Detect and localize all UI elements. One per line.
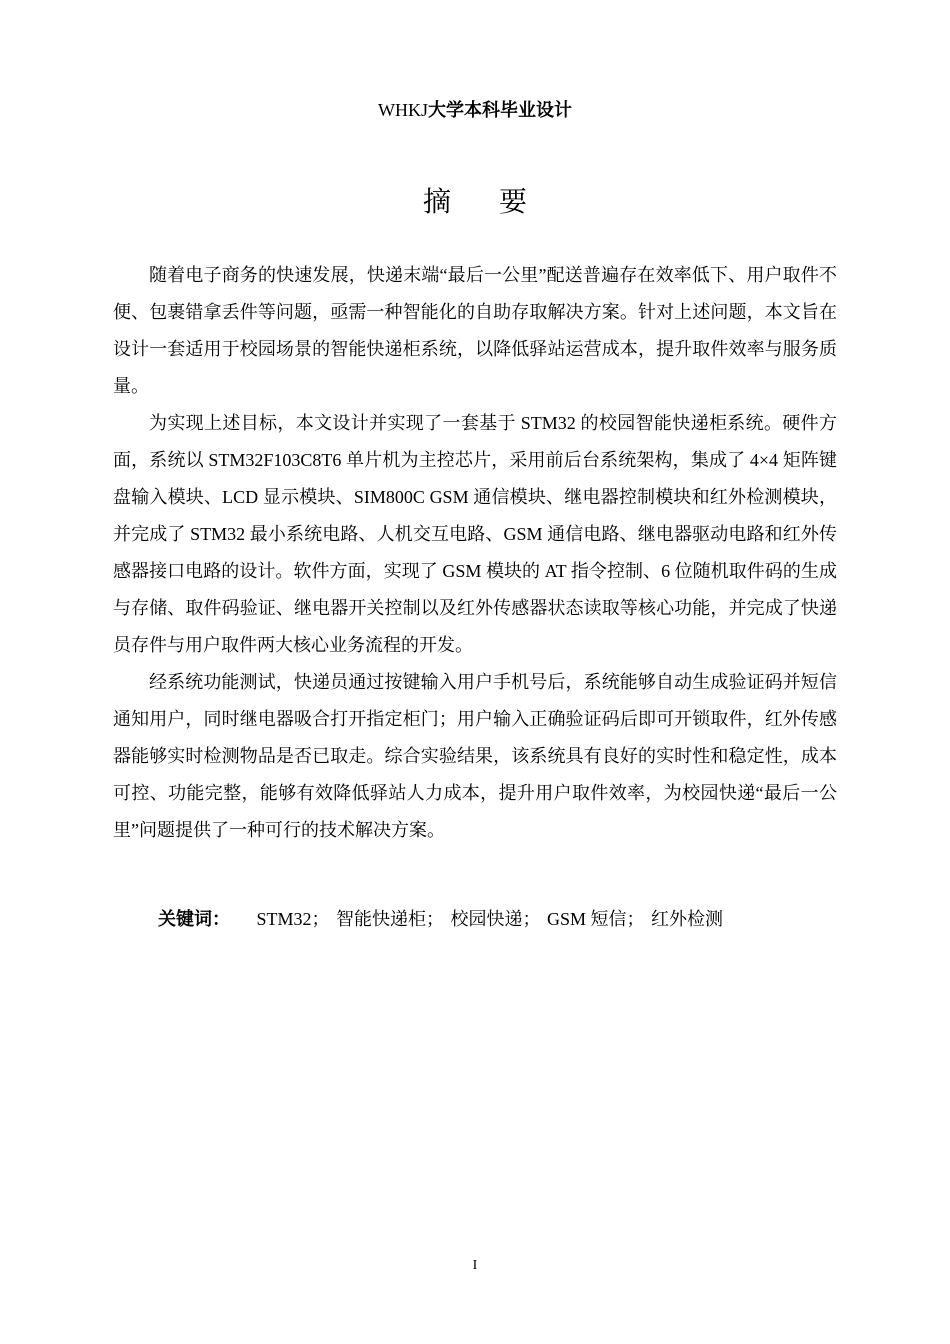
page-number: I bbox=[472, 1258, 478, 1273]
page-header bbox=[0, 96, 950, 125]
keyword-item: GSM 短信； bbox=[547, 909, 645, 929]
abstract-title: 摘要 bbox=[422, 185, 575, 218]
keyword-item: STM32； bbox=[256, 909, 330, 929]
keyword-item: 智能快递柜； bbox=[336, 909, 445, 929]
keywords-line bbox=[158, 901, 858, 938]
header-thesis-type: 大学本科毕业设计 bbox=[428, 100, 572, 121]
header-school-code: WHKJ bbox=[378, 100, 428, 120]
keyword-item: 红外检测 bbox=[651, 909, 724, 929]
abstract-body bbox=[113, 257, 837, 849]
abstract-paragraph: 经系统功能测试，快递员通过按键输入用户手机号后，系统能够自动生成验证码并短信通知用户，同时继电器吸合打开指定柜门；用户输入正确验证码后即可开锁取件，红外传感器能够实时检测物品是否已取走。综合实验结果，该系统具有良好的实时性和稳定性，成本可控、功能完整，能够有效降低驿站人力成本，提升用户取件效率，为校园快递“最后一公里”问题提供了一种可行的技术解决方案。 bbox=[113, 672, 837, 840]
abstract-paragraph: 为实现上述目标，本文设计并实现了一套基于 STM32 的校园智能快递柜系统。硬件方面，系统以 STM32F103C8T6 单片机为主控芯片，采用前后台系统架构，集成了 4×4 矩阵键盘输入模块、LCD 显示模块、SIM800C GSM 通信模块、继电器控制模块和红外检测模块，并完成了 STM32 最小系统电路、人机交互电路、GSM 通信电路、继电器驱动电路和红外传感器接口电路的设计。软件方面，实现了 GSM 模块的 AT 指令控制、6 位随机取件码的生成与存储、取件码验证、继电器开关控制以及红外传感器状态读取等核心功能，并完成了快递员存件与用户取件两大核心业务流程的开发。 bbox=[113, 413, 837, 655]
keyword-item: 校园快递； bbox=[450, 909, 541, 929]
keywords-label: 关键词： bbox=[158, 909, 230, 930]
abstract-paragraph: 随着电子商务的快速发展，快递末端“最后一公里”配送普遍存在效率低下、用户取件不便、包裹错拿丢件等问题，亟需一种智能化的自助存取解决方案。针对上述问题，本文旨在设计一套适用于校园场景的智能快递柜系统，以降低驿站运营成本，提升取件效率与服务质量。 bbox=[113, 265, 837, 396]
